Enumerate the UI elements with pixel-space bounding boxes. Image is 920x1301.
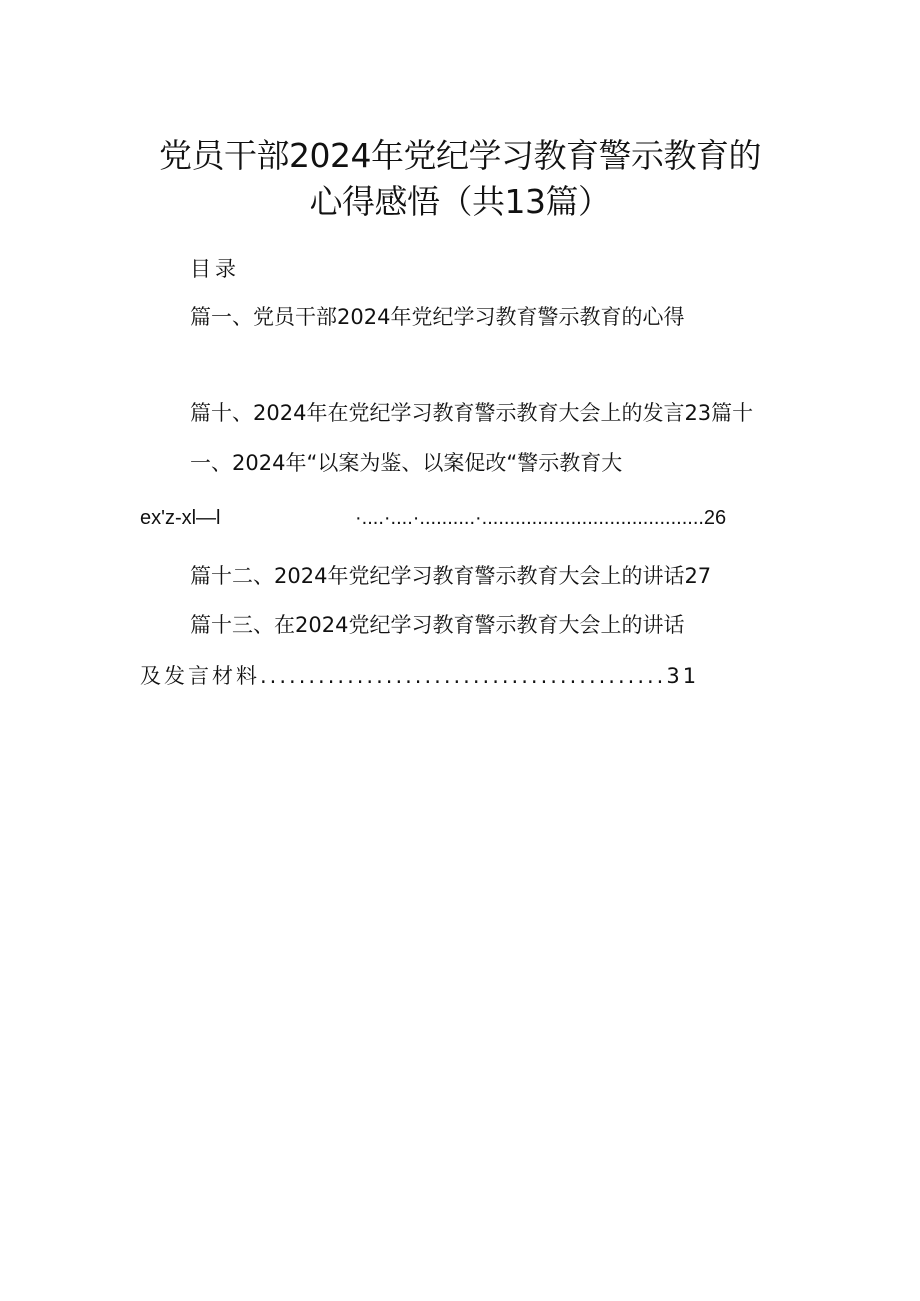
toc-entry-11-line-1[interactable]: 一、2024年“以案为鉴、以案促改“警示教育大	[190, 451, 623, 475]
document-title-line-1: 党员干部2024年党纪学习教育警示教育的	[159, 136, 761, 175]
document-title-line-2: 心得感悟（共13篇）	[309, 182, 611, 221]
toc-entry-12[interactable]: 篇十二、2024年党纪学习教育警示教育大会上的讲话27	[190, 564, 712, 588]
toc-entry-13-line-1[interactable]: 篇十三、在2024党纪学习教育警示教育大会上的讲话	[190, 613, 685, 637]
toc-entry-13-line-2[interactable]: 及发言材料..........................................31	[140, 664, 700, 688]
toc-entry-11-line-2-text[interactable]: ex'z-xl—l	[140, 507, 221, 529]
toc-heading: 目录	[190, 257, 240, 281]
toc-entry-10-line-1[interactable]: 篇十、2024年在党纪学习教育警示教育大会上的发言23篇十	[190, 401, 754, 425]
toc-entry-11-leader-page[interactable]: ·....·....·..........·........................................26	[355, 507, 727, 529]
toc-entry-1[interactable]: 篇一、党员干部2024年党纪学习教育警示教育的心得	[190, 305, 685, 329]
